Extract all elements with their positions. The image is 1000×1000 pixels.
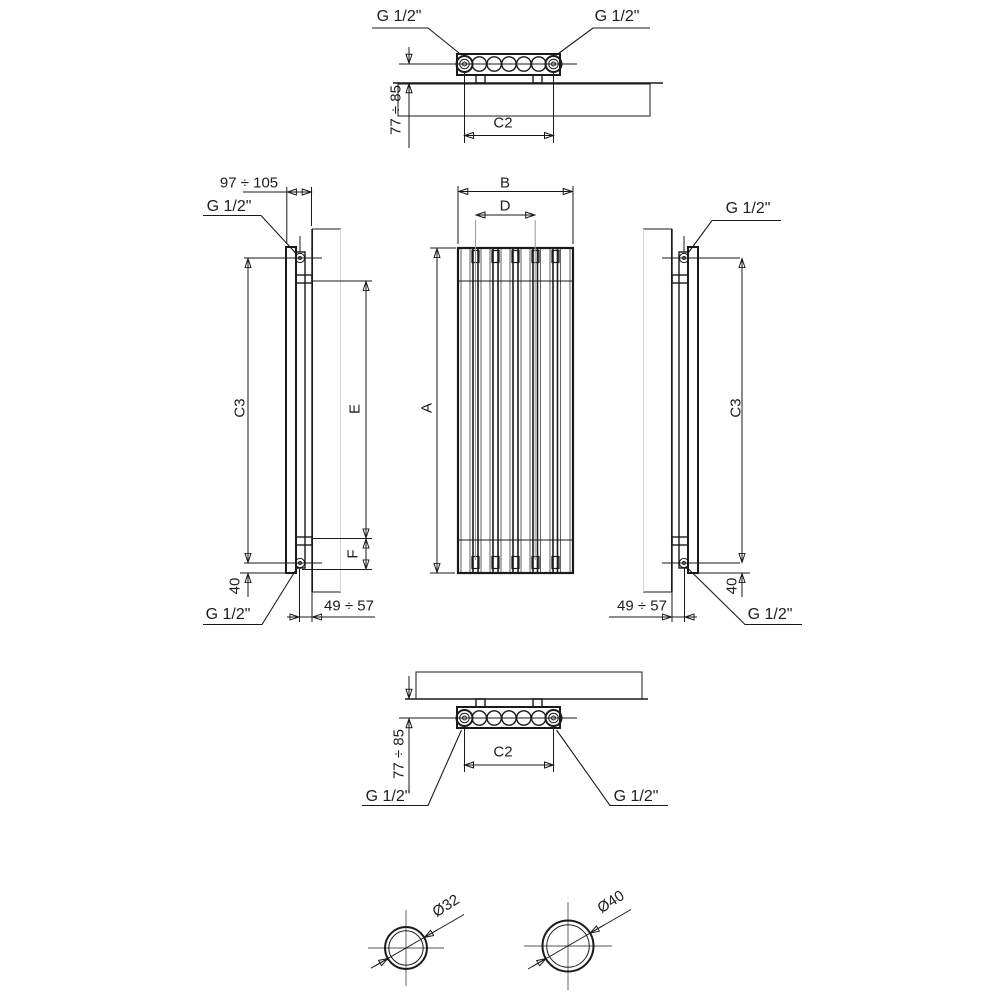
leader-g-right	[557, 28, 651, 55]
dim-label-c2-top: C2	[493, 114, 513, 132]
tube-sections-linework	[368, 902, 631, 990]
dim-label-e: E	[346, 403, 364, 415]
front-view-linework	[430, 186, 573, 573]
leader-g-left	[372, 28, 462, 55]
thread-label-right-bottom: G 1/2"	[747, 606, 793, 623]
dim-label-d: D	[499, 197, 511, 215]
leader-g-top	[203, 216, 297, 255]
dim-label-c3-left: C3	[231, 398, 249, 418]
thread-label-bottom-right: G 1/2"	[613, 788, 659, 805]
dim-label-wall-gap-left: 49 ÷ 57	[324, 597, 374, 615]
wall-hatch	[313, 229, 341, 592]
wall-hatch	[644, 229, 672, 592]
thread-label-top-left: G 1/2"	[376, 8, 422, 25]
dim-label-40-right: 40	[723, 577, 741, 595]
dim-label-b: B	[499, 174, 511, 192]
thread-label-left-bottom: G 1/2"	[205, 606, 251, 623]
collector-profile	[296, 252, 305, 568]
dim-label-f: F	[344, 549, 362, 559]
leader-g-top	[687, 221, 781, 255]
bottom-view-linework	[362, 672, 668, 806]
dim-label-depth: 97 ÷ 105	[219, 174, 279, 192]
radiator-profile	[688, 247, 698, 573]
bracket-top	[672, 275, 688, 283]
thread-label-top-right: G 1/2"	[594, 8, 640, 25]
dia-label-40: Ø40	[594, 887, 628, 917]
dia-label-32: Ø32	[429, 891, 463, 921]
thread-label-bottom-left: G 1/2"	[365, 788, 411, 805]
top-view-linework	[372, 28, 663, 148]
thread-label-left-top: G 1/2"	[206, 198, 252, 215]
dim-label-wall-offset-bottom: 77 ÷ 85	[390, 729, 408, 779]
dim-label-c3-right: C3	[727, 398, 745, 418]
dim-label-40-left: 40	[226, 577, 244, 595]
collector-profile	[679, 252, 688, 568]
bracket-top	[296, 275, 312, 283]
side-view-right-linework	[609, 221, 802, 625]
wall-hatch	[416, 672, 642, 699]
dim-label-c2-bottom: C2	[493, 743, 513, 761]
thread-label-right-top: G 1/2"	[725, 200, 771, 217]
radiator-profile	[286, 247, 296, 573]
dim-label-a: A	[418, 402, 436, 414]
wall-hatch	[398, 84, 650, 116]
dim-label-wall-gap-right: 49 ÷ 57	[617, 597, 667, 615]
bracket-bottom	[672, 537, 688, 545]
dim-label-wall-offset-top: 77 ÷ 85	[387, 85, 405, 135]
bracket-bottom	[296, 537, 312, 545]
